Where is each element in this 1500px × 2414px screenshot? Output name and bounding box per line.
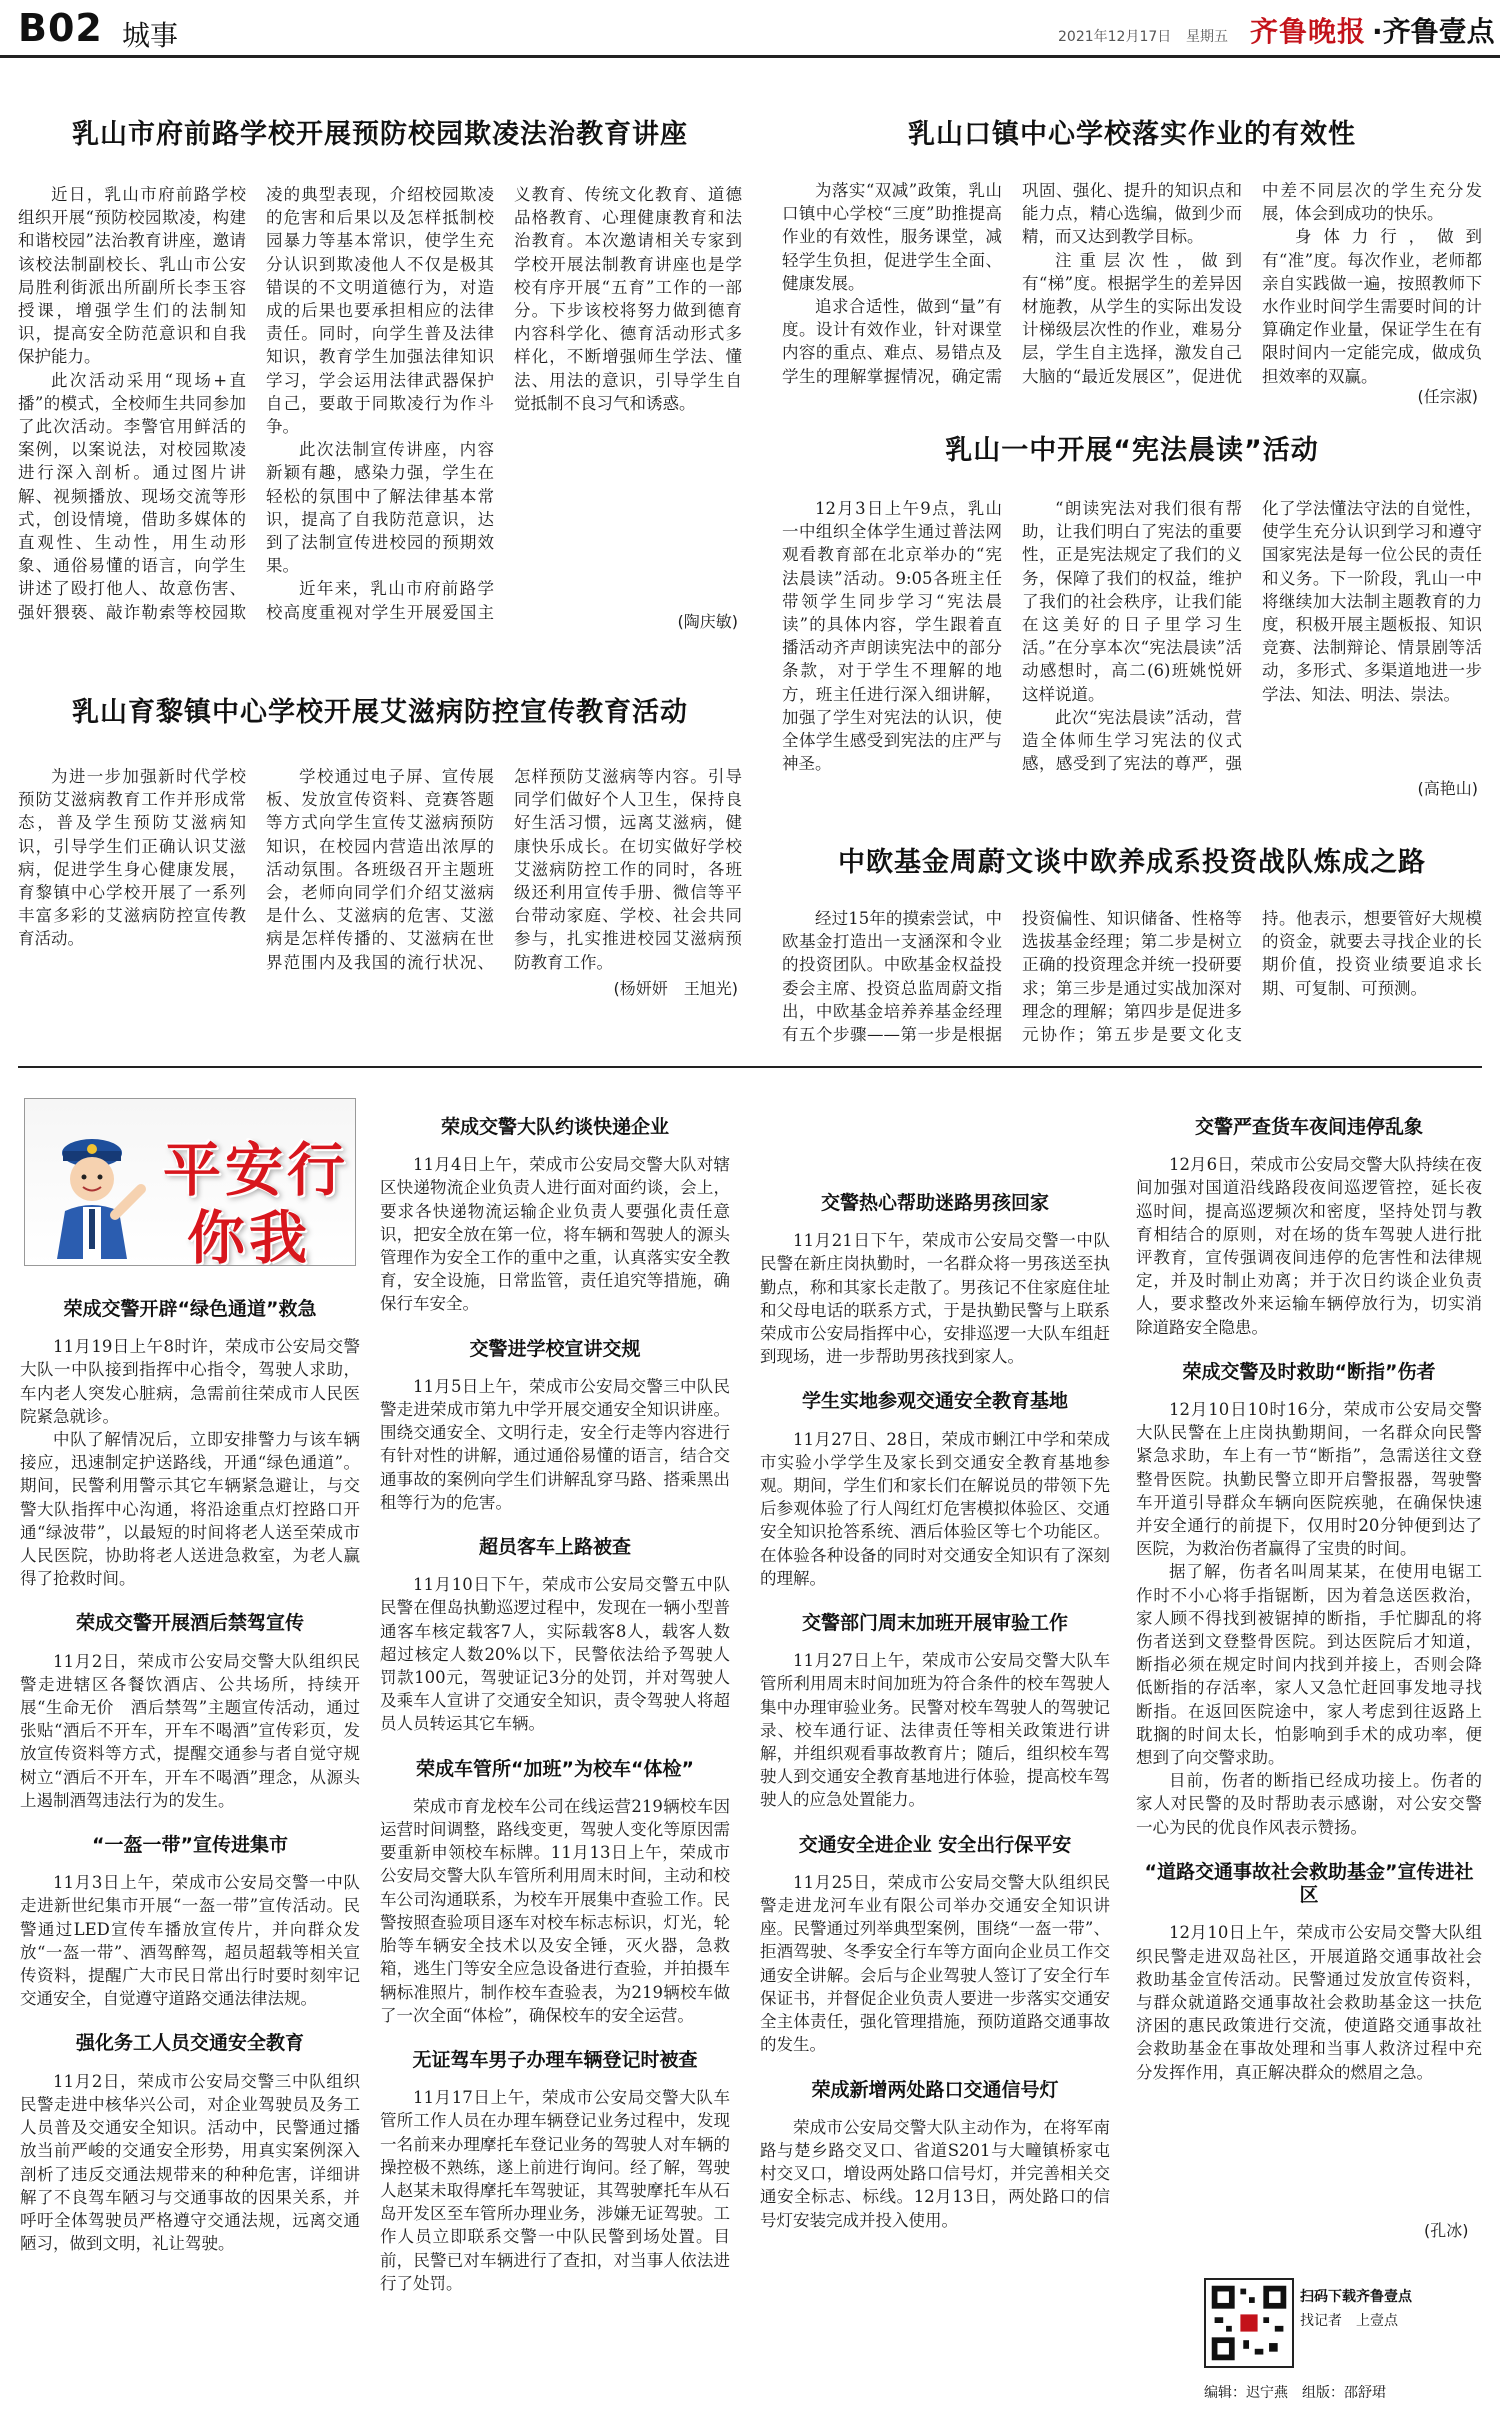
brief-column-body — [760, 1092, 1110, 2402]
brief-title: 强化务工人员交通安全教育 — [75, 2032, 304, 2055]
brief-title: 交通安全进企业 安全出行保平安 — [798, 1833, 1072, 1856]
paragraph: 11月2日，荣成市公安局交警大队组织民警走进辖区各餐饮酒店、公共场所，持续开展“生命无价 酒后禁驾”主题宣传活动，通过张贴“酒后不开车，开车不喝酒”宣传彩页，发放宣传资料等方式，提醒交通参与者自觉守规树立“酒后不开车，开车不喝酒”理念，从源头上遏制酒驾违法行为的发生。 — [20, 1651, 360, 1810]
article-body — [782, 907, 1482, 1047]
brief-column-body — [1136, 1092, 1482, 2272]
article-title: 乳山口镇中心学校落实作业的有效性 — [908, 119, 1356, 150]
reporter-tagline: 找记者 上壹点 — [1300, 2313, 1398, 2329]
section-name: 城事 — [122, 19, 179, 52]
article-title: 中欧基金周蔚文谈中欧养成系投资战队炼成之路 — [838, 847, 1426, 878]
paragraph: 12月6日，荣成市公安局交警大队持续在夜间加强对国道沿线路段夜间巡逻管控，延长夜巡时间，提高巡逻频次和密度，坚持处罚与教育相结合的原则，对在场的货车驾驶人进行批评教育，宣传强调夜间违停的危害性和法律规定，并及时制止劝离；并于次日约谈企业负责人，要求整改外来运输车辆停放行为，切实消除道路安全隐患。 — [1136, 1155, 1482, 1337]
brief-title: “一盔一带”宣传进集市 — [92, 1834, 288, 1857]
paragraph: 11月27日上午，荣成市公安局交警大队车管所利用周末时间加班为符合条件的校车驾驶人集中办理审验业务。民警对校车驾驶人的驾驶记录、校车通行证、法律责任等相关政策进行讲解，并组织观看事故教育片；随后，组织校车驾驶人到交通安全教育基地进行体验，提高校车驾驶人的应急处置能力。 — [760, 1651, 1110, 1810]
paragraph: 追求合适性，做到“量”有度。设计有效作业，针对课堂内容的重点、难点、易错点及学生的理解掌握情况，确定需巩固、强化、提升的知识点和能力点，精心选编，做到少而精，而又达到教学目标。 — [782, 181, 1242, 386]
paragraph: 此次法制宣传讲座，内容新颖有趣，感染力强，学生在轻松的氛围中了解法律基本常识，提高了自我防范意识，达到了法制宣传进校园的预期效果。 — [266, 440, 494, 576]
brief-col-1 — [20, 1278, 360, 2402]
article-body — [18, 183, 742, 626]
paragraph: 11月19日上午8时许，荣成市公安局交警大队一中队接到指挥中心指令，驾驶人求助，车内老人突发心脏病，急需前往荣成市人民医院紧急就诊。 — [20, 1337, 360, 1426]
brief-title: 交警热心帮助迷路男孩回家 — [820, 1192, 1049, 1214]
paragraph: 11月25日，荣成市公安局交警大队组织民警走进龙河车业有限公司举办交通安全知识讲座。民警通过列举典型案例，围绕“一盔一带”、拒酒驾驶、冬季安全行车等方面向企业员工作交通安全讲解。会后与企业驾驶人签订了安全行车保证书，并督促企业负责人要进一步落实交通安全主体责任，强化管理措施，预防道路交通事故的发生。 — [760, 1872, 1110, 2055]
byline: (陶庆敏) — [677, 612, 738, 631]
brief-title: 荣成车管所“加班”为校车“体检” — [416, 1757, 694, 1780]
article-zhongou — [782, 840, 1482, 1047]
paragraph: 11月3日上午，荣成市公安局交警一中队走进新世纪集市开展“一盔一带”宣传活动。民警通过LED宣传车播放宣传片，并向群众发放“一盔一带”、酒驾醉驾，超员超载等相关宣传资料，提醒广大市民日常出行时要时刻牢记交通安全，自觉遵守道路交通法律法规。 — [20, 1873, 360, 2009]
paragraph: 学校通过电子屏、宣传展板、发放宣传资料、竞赛答题等方式向学生宣传艾滋病预防知识，在校园内营造出浓厚的活动氛围。各班级召开主题班会，老师向同学们介绍艾滋病是什么、艾滋病的危害、艾滋病是怎样传播的、艾滋病在世界范围内及我国的流行状况、怎样预防艾滋病等内容。引导同学们做好个人卫生，保持良好生活习惯，远离艾滋病，健康快乐成长。在切实做好学校艾滋病防控工作的同时，各班级还利用宣传手册、微信等平台带动家庭、学校、社会共同参与，扎实推进校园艾滋病预防教育工作。 — [266, 767, 742, 972]
paragraph: 据了解，伤者名叫周某某，在使用电锯工作时不小心将手指锯断，因为着急送医救治，家人顾不得找到被锯掉的断指，手忙脚乱的将伤者送到文登整骨医院。到达医院后才知道，断指必须在规定时间内找到并接上，否则会降低断指的存活率，家人又急忙赶回事发地寻找断指。在返回医院途中，家人考虑到往返路上耽搁的时间太长，怕影响到手术的成功率，便想到了向交警求助。 — [1136, 1562, 1482, 1768]
paragraph: 为进一步加强新时代学校预防艾滋病教育工作并形成常态，普及学生预防艾滋病知识，引导学生们正确认识艾滋病，促进学生身心健康发展，育黎镇中心学校开展了一系列丰富多彩的艾滋病防控宣传教育活动。 — [18, 767, 246, 949]
paragraph: 近日，乳山市府前路学校组织开展“预防校园欺凌，构建和谐校园”法治教育讲座，邀请该校法制副校长、乳山市公安局胜利街派出所副所长李玉容授课，增强学生们的法制知识，提高安全防范意识和自我保护能力。 — [18, 185, 246, 367]
brief-title: 交警严查货车夜间违停乱象 — [1194, 1116, 1423, 1138]
paragraph: 11月17日上午，荣成市公安局交警大队车管所工作人员在办理车辆登记业务过程中，发现一名前来办理摩托车登记业务的驾驶人对车辆的操控极不熟练，遂上前进行询问。经了解，驾驶人赵某未取得摩托车驾驶证，其驾驶摩托车从石岛开发区至车管所办理业务，涉嫌无证驾驶。工作人员立即联系交警一中队民警到场处置。目前，民警已对车辆进行了查扣，对当事人依法进行了处罚。 — [380, 2088, 730, 2293]
article-title: 乳山市府前路学校开展预防校园欺凌法治教育讲座 — [72, 119, 688, 150]
paragraph: 近年来，乳山市府前路学校高度重视对学生开展爱国主义教育、传统文化教育、道德品格教育、心理健康教育和法治教育。本次邀请相关专家到学校开展法制教育讲座也是学校有序开展“五育”工作的一部分。下步该校将努力做到德育内容科学化、德育活动形式多样化，不断增强师生学法、懂法、用法的意识，引导学生自觉抵制不良习气和诱惑。 — [266, 185, 742, 622]
brief-column-body — [20, 1278, 360, 2402]
brief-title: 荣成交警大队约谈快递企业 — [440, 1116, 669, 1138]
editor-credit: 编辑：迟宁燕 组版：邵舒珺 — [1204, 2385, 1386, 2401]
paragraph: 11月5日上午，荣成市公安局交警三中队民警走进荣成市第九中学开展交通安全知识讲座。围绕交通安全、文明行走，安全行走等内容进行有针对性的讲解，通过通俗易懂的语言，结合交通事故的案例向学生们讲解乱穿马路、搭乘黑出租等行为的危害。 — [380, 1376, 730, 1512]
article-rushankou — [782, 112, 1482, 406]
brief-title: 交警进学校宣讲交规 — [469, 1337, 641, 1360]
brief-title: 学生实地参观交通安全教育基地 — [801, 1390, 1068, 1413]
paragraph: 12月10日上午，荣成市公安局交警大队组织民警走进双岛社区，开展道路交通事故社会救助基金宣传活动。民警通过发放宣传资料，与群众就道路交通事故社会救助基金这一扶危济困的惠民政策进行交流，使道路交通事故社会救助基金在事故处理和当事人救济过程中充分发挥作用，真正解决群众的燃眉之急。 — [1136, 1923, 1482, 2082]
page-number: B02 — [18, 6, 103, 50]
paragraph: 12月10日10时16分，荣成市公安局交警大队民警在上庄岗执勤期间，一名群众向民警紧急求助，车上有一节“断指”，急需送往文登整骨医院。执勤民警立即开启警报器，驾驶警车开道引导群众车辆向医院疾驰，在确保快速并安全通行的前提下，仅用时20分钟便到达了医院，为救治伤者赢得了宝贵的时间。 — [1136, 1400, 1482, 1559]
paragraph: “朗读宪法对我们很有帮助，让我们明白了宪法的重要性，正是宪法规定了我们的义务，保障了我们的权益，维护了我们的社会秩序，让我们能在这美好的日子里学习生活。”在分享本次“宪法晨读”活动感想时，高二(6)班姚悦妍这样说道。 — [1022, 499, 1242, 704]
article-rushanyizhong — [782, 428, 1482, 797]
paragraph: 此次“宪法晨读”活动，营造全体师生学习宪法的仪式感，感受到了宪法的尊严，强化了学法懂法守法的自觉性，使学生充分认识到学习和遵守国家宪法是每一位公民的责任和义务。下一阶段，乳山一中将继续加大法制主题教育的力度，积极开展主题板报、知识竞赛、法制辩论、情景剧等活动，多形式、多渠道地进一步学法、知法、明法、崇法。 — [1022, 499, 1482, 774]
brief-title: 无证驾车男子办理车辆登记时被查 — [412, 2048, 698, 2071]
article-title: 乳山育黎镇中心学校开展艾滋病防控宣传教育活动 — [72, 697, 688, 728]
qr-code-icon — [1204, 2278, 1294, 2368]
article-yuli — [18, 690, 742, 998]
brief-title: 超员客车上路被查 — [478, 1536, 631, 1559]
article-title: 乳山一中开展“宪法晨读”活动 — [945, 435, 1319, 466]
paragraph: 为落实“双减”政策，乳山口镇中心学校“三度”助推提高作业的有效性，服务课堂，减轻学生负担，促进学生全面、健康发展。 — [782, 181, 1002, 293]
brief-title: 荣成交警开辟“绿色通道”救急 — [63, 1298, 317, 1320]
article-body — [782, 179, 1482, 397]
brief-col-3 — [760, 1092, 1110, 2402]
traffic-police-icon — [37, 1119, 147, 1259]
brief-column-body — [380, 1092, 730, 2402]
article-body — [18, 765, 742, 993]
qr-caption: 扫码下载齐鲁壹点 — [1300, 2289, 1412, 2305]
paragraph: 此次活动采用“现场+直播”的模式，全校师生共同参加了此次活动。李警官用鲜活的案例，以案说法，对校园欺凌进行深入剖析。通过图片讲解、视频播放、现场交流等形式，创设情境，借助多媒体的直观性、生动性，用生动形象、通俗易懂的语言，向学生讲述了殴打他人、故意伤害、强奸猥亵、敲诈勒索等校园欺凌的典型表现，介绍校园欺凌的危害和后果以及怎样抵制校园暴力等基本常识，使学生充分认识到欺凌他人不仅是极其错误的不文明道德行为，对造成的后果也要承担相应的法律责任。同时，向学生普及法律知识，教育学生加强法律知识学习，学会运用法律武器保护自己，要敢于同欺凌行为作斗争。 — [18, 185, 494, 622]
brief-title: 荣成新增两处路口交通信号灯 — [811, 2078, 1059, 2101]
paragraph: 荣成市公安局交警大队主动作为，在将军南路与楚乡路交叉口、省道S201与大疃镇桥家屯村交叉口，增设两处路口信号灯，并完善相关交通安全标志、标线。12月13日，两处路口的信号灯安装完成并投入使用。 — [760, 2117, 1110, 2230]
banner-line-2: 你我 — [187, 1204, 312, 1266]
paragraph: 11月4日上午，荣成市公安局交警大队对辖区快递物流企业负责人进行面对面约谈，会上，要求各快递物流运输企业负责人要强化责任意识，把安全放在第一位，将车辆和驾驶人的源头管理作为安全工作的重中之重，认真落实安全教育，安全设施，日常监管，责任追究等措施，确保行车安全。 — [380, 1155, 730, 1314]
byline: (任宗淑) — [1417, 387, 1478, 406]
banner-line-1: 平安行 — [163, 1136, 350, 1204]
article-fuqianlu — [18, 112, 742, 631]
paragraph: 12月3日上午9点，乳山一中组织全体学生通过普法网观看教育部在北京举办的“宪法晨读”活动。9:05各班主任带领学生同步学习“宪法晨读”的具体内容，学生跟着直播活动齐声朗读宪法中的部分条款，对于学生不理解的地方，班主任进行深入细讲解，加强了学生对宪法的认识，使全体学生感受到宪法的庄严与神圣。 — [782, 499, 1002, 774]
brand-logo: 齐鲁晚报 — [1250, 15, 1367, 48]
issue-date: 2021年12月17日 — [1058, 29, 1172, 45]
paragraph: 注重层次性，做到有“梯”度。根据学生的差异因材施教，从学生的实际出发设计梯级层次性的作业，难易分层，学生自主选择，激发自己大脑的“最近发展区”，促进优中差不同层次的学生充分发展，体会到成功的快乐。 — [1022, 181, 1482, 386]
brief-col-4 — [1136, 1092, 1482, 2272]
pinganxing-banner — [24, 1098, 356, 1266]
byline: (高艳山) — [1417, 779, 1478, 798]
paragraph: 11月21日下午，荣成市公安局交警一中队民警在新庄岗执勤时，一名群众将一男孩送至执勤点，称和其家长走散了。男孩记不住家庭住址和父母电话的联系方式，于是执勤民警与上联系荣成市公安局指挥中心，安排巡逻一大队车组赶到现场，进一步帮助男孩找到家人。 — [760, 1231, 1110, 1367]
page-header — [0, 0, 1500, 58]
byline: (孔冰) — [1424, 2221, 1469, 2240]
section-divider — [18, 1066, 1482, 1068]
brief-title: 交警部门周末加班开展审验工作 — [801, 1612, 1068, 1635]
brief-title: 荣成交警开展酒后禁驾宣传 — [75, 1612, 304, 1635]
article-body — [782, 497, 1482, 797]
paragraph: 目前，伤者的断指已经成功接上。伤者的家人对民警的及时帮助表示感谢，对公安交警一心为民的优良作风表示赞扬。 — [1136, 1771, 1482, 1837]
paragraph: 11月27日、28日，荣成市蜊江中学和荣成市实验小学学生及家长到交通安全教育基地参观。期间，学生们和家长们在解说员的带领下先后参观体验了行人闯红灯危害模拟体验区、交通安全知识抢答系统、酒后体验区等七个功能区。在体验各种设备的同时对交通安全知识有了深刻的理解。 — [760, 1429, 1110, 1588]
paragraph: 11月10日下午，荣成市公安局交警五中队民警在俚岛执勤巡逻过程中，发现在一辆小型普通客车核定载客7人，实际载客8人，载客人数超过核定人数20%以下，民警依法给予驾驶人罚款100元，驾驶证记3分的处罚，并对驾驶人及乘车人宣讲了交通安全知识，责令驾驶人将超员人员转运其它车辆。 — [380, 1575, 730, 1734]
paragraph: 荣成市育龙校车公司在线运营219辆校车因运营时间调整，路线变更，驾驶人变化等原因需要重新申领校车标牌。11月13日上午，荣成市公安局交警大队车管所利用周末时间，主动和校车公司沟通联系，为校车开展集中查验工作。民警按照查验项目逐车对校车标志标识，灯光，轮胎等车辆安全技术以及安全锤，灭火器，急救箱，逃生门等安全应急设备进行查验，并拍摄车辆标准照片，制作校车查验表，为219辆校车做了一次全面“体检”，确保校车的安全运营。 — [380, 1796, 730, 2025]
paragraph: 中队了解情况后，立即安排警力与该车辆接应，迅速制定护送路线，开通“绿色通道”。期间，民警利用警示其它车辆紧急避让，与交警大队指挥中心沟通，将沿途重点灯控路口开通“绿波带”，以最短的时间将老人送至荣成市人民医院，协助将老人送进急救室，为老人赢得了抢救时间。 — [20, 1430, 360, 1589]
brief-title: 荣成交警及时救助“断指”伤者 — [1182, 1360, 1436, 1383]
paragraph: 身体力行，做到有“准”度。每次作业，老师都亲自实践做一遍，按照教师下水作业时间学生需要时间的计算确定作业量，保证学生在有限时间内一定能完成，做成负担效率的双赢。 — [1262, 227, 1482, 386]
brand-logo-2: ·齐鲁壹点 — [1372, 15, 1495, 48]
byline: (杨妍妍 王旭光) — [613, 979, 738, 998]
brief-col-2 — [380, 1092, 730, 2402]
paragraph: 经过15年的摸索尝试，中欧基金打造出一支涵深和令业的投资团队。中欧基金权益投委会主席、投资总监周蔚文指出，中欧基金培养养基金经理有五个步骤——第一步是根据投资偏性、知识储备、性格等选拔基金经理；第二步是树立正确的投资理念并统一投研要求；第三步是通过实战加深对理念的理解；第四步是促进多元协作；第五步是要文化支持。他表示，想要管好大规模的资金，就要去寻找企业的长期价值，投资业绩要追求长期、可复制、可预测。 — [782, 909, 1482, 1045]
paragraph: 11月2日，荣成市公安局交警三中队组织民警走进中核华兴公司，对企业驾驶员及务工人员普及交通安全知识。活动中，民警通过播放当前严峻的交通安全形势，用真实案例深入剖析了违反交通法规带来的种种危害，详细讲解了不良驾车陋习与交通事故的因果关系，并呼吁全体驾驶员严格遵守交通法规，远离交通陋习，做到文明，礼让驾驶。 — [20, 2071, 360, 2254]
brief-title: “道路交通事故社会救助基金”宣传进社区 — [1144, 1860, 1474, 1907]
issue-weekday: 星期五 — [1186, 29, 1228, 45]
